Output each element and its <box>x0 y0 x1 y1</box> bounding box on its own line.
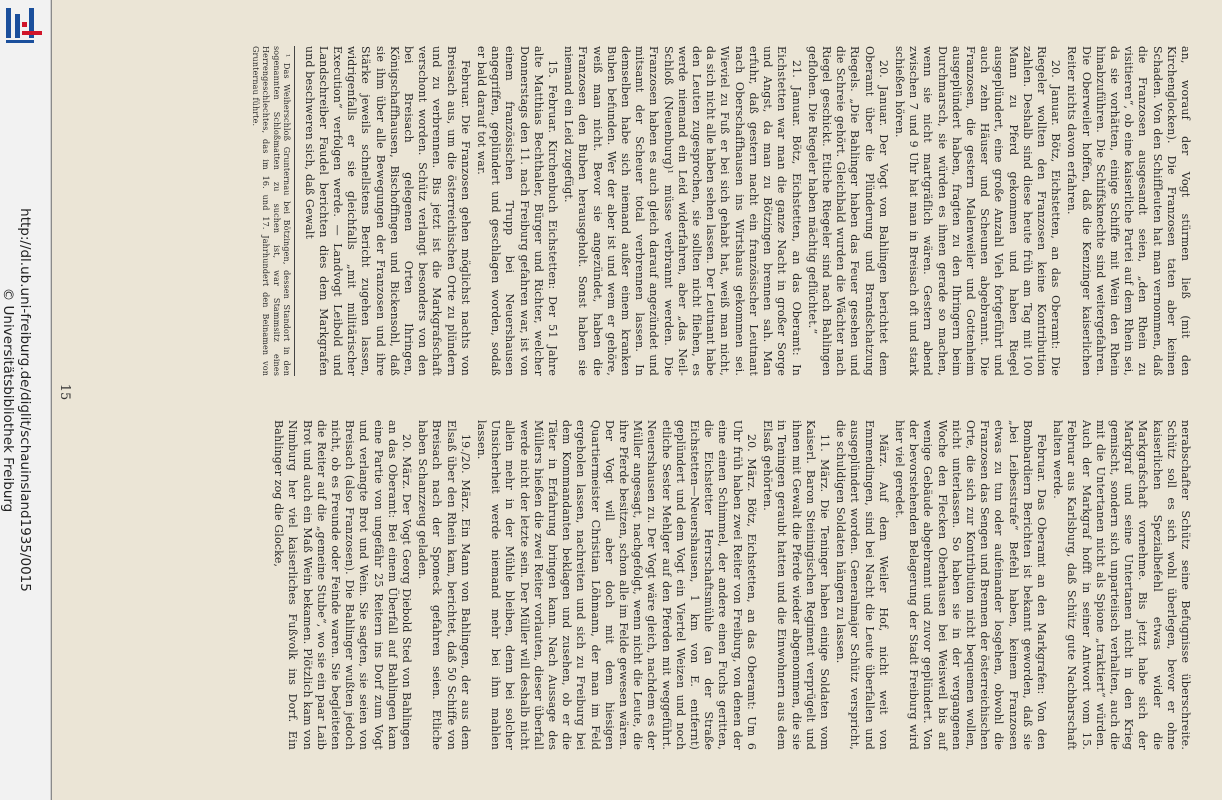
footnote: ¹ Das Weiherschloß Grunternau bei Bötzingen, dessen Standort in den sogenannten Schloßmatten zu suchen ist, war Stammsitz eines Herrengeschlechtes, das im 16. und 17. Jahrhundert den Beinamen von Grunternau führte. <box>249 46 295 376</box>
paragraph: 11. März. Die Teninger haben einige Soldaten vom Kaiserl. Baron Steiningischen Regiment verprügelt und ihnen mit Gewalt die Pferde wieder abgenommen, die sie in Teningen geraubt hatten und die Einwohnern aus dem Elsaß gehörten. <box>761 420 831 750</box>
paragraph: 20. Januar. Bötz, Eichstetten, an das Oberamt: Die Riegeler wollten den Franzosen keine Kontribution zahlen. Deshalb sind diese heute früh am Tag mit 100 Mann zu Pferd gekommen und haben Riegel ausgeplündert, eine große Anzahl Vieh fortgeführt und auch zehn Häuser und Scheunen abgebrannt. Die Franzosen, die gestern Malenweiler und Gottenheim ausgeplündert haben, fragten zu den Ihringern beim Durchmarsch, sie würden es ihnen gerade so machen, wenn sie nicht martgräflich wären. Gestern abend zwischen 7 und 9 Uhr hat man in Breisach oft und stark schießen hören. <box>892 46 1063 376</box>
scanned-page <box>52 0 1222 800</box>
paragraph: 15. Februar. Kirchenbuch Eichstetten: Der 51 Jahre alte Matthias Bechthaler, Bürger und Richter, welcher Donnerstags den 11. nach Freiburg gefahren war, ist von einem französischen Trupp bei Neuershausen angegriffen, geplündert und geschlagen worden, sodaß er bald darauf tot war. <box>475 46 560 376</box>
text-column-right <box>269 420 1192 750</box>
paragraph: 21. Januar. Bötz, Eichstetten, an das Oberamt: In Eichstetten war man die ganze Nacht in großer Sorge und Angst, da man zu Bötzingen brennen sah. Man erfuhr, daß gestern nacht ein französischer Leutnant nach Oberschaffhausen ins Wirtshaus gekommen sei. Wieviel zu Fuß er bei sich gehabt hat, weiß man nicht, da sich nicht alle haben sehen lassen. Der Leutnant habe den Leuten zugesprochen, sie sollten nicht fliehen, es werde niemand ein Leid widerfahren, aber „das Neil-Schloß (Neuenburg)¹ müsse verbrannt werden. Die Franzosen haben es auch gleich darauf angezündet und mitsamt der Scheuer total verbrennen lassen. In demselben habe sich niemand außer einem kranken Buben befunden. Wer der aber ist und wem er gehöre, weiß man nicht. Bevor sie angezündet, haben die Franzosen den Buben herausgeholt. Sonst haben sie niemand ein Leid zugefügt. <box>562 46 803 376</box>
viewer-sidebar <box>0 0 51 800</box>
source-url-link[interactable]: http://dl.ub.uni-freiburg.de/diglit/schauinsland1935/0015 <box>17 208 33 592</box>
rotated-page-content <box>52 0 1222 800</box>
paragraph: Februar. Das Oberamt an den Markgrafen: Von den Bombardiern Berichten ist bekannt geworden, daß sie „bei Leibesstrafe“ Befehl haben, keinem Franzosen etwas zu tun oder aufeinander losgehen, obwohl die Franzosen das Sengen und Brennen der österreichischen Orte, die sich zur Kontribution nicht bequemen wollen, nicht unterlassen. So haben sie in der vergangenen Woche den Flecken Oberhausen bei Weisweil bis auf wenige Gebäude abgebrannt und zuvor geplündert. Von der bevorstehenden Belagerung der Stadt Freiburg wird hier viel geredet. <box>892 420 1048 750</box>
page-number: 15 <box>57 383 72 401</box>
paragraph: an, worauf der Vogt stürmen ließ (mit den Kirchenglocken). Die Franzosen taten aber keinen Schaden. Von den Schiffleuten hat man vernommen, daß die Franzosen ausgesandt seien, „den Rhein zu visitieren“, ob eine kaiserliche Partei auf dem Rhein sei, da sie vorhätten, einige Schiffe mit Wein den Rhein hinabzuführen. Die Schiffsknechte sind weitergefahren. Die Oberweiler hoffen, daß die Kenzinger kaiserlichen Reiter nichts davon erfahren. <box>1065 46 1192 376</box>
paragraph: 19./20. März. Ein Mann von Bahlingen, der aus dem Elsaß über den Rhein kam, berichtet, daß 50 Schiffe von Breisach nach der Sponeck gefahren seien. Etliche haben Schanzzeug geladen. <box>416 420 472 750</box>
paragraph: 20. März. Der Vogt Georg Diebold Sted von Bahlingen an das Oberamt: Bei einem Überfall auf Bahlingen kam eine Partie von ungefähr 25 Reitern ins Dorf zum Vogt und verlangte Brot und Wein. Sie sagten, sie seien von Breisach (also Franzosen). Die Bahlinger wußten jedoch nicht, ob es Freunde oder Feinde waren. Sie begleiteten die Reiter auf die „gemeine Stube“, wo sie ein paar Laib Brot und auch ein Maß Wein bekamen. Plötzlich kam von Nimburg her viel kaiserliches Fußvolk ins Dorf. Ein Bahlinger zog die Glocke, <box>272 420 414 750</box>
university-logo-icon[interactable] <box>6 8 44 46</box>
text-column-left <box>249 46 1192 376</box>
paragraph: 20. Januar. Der Vogt von Bahlingen berichtet dem Oberamt über die Plünderung und Brandschatzung Riegels. „Die Bahlinger haben das Feuer gesehen und die Schreie gehört. Gleichbald wurden die Wächter nach Riegel geschickt. Etliche Riegeler sind nach Bahlingen geflohen. Die Riegeler haben mächtig geflüchtet.“ <box>805 46 890 376</box>
paragraph: 20. März. Bötz, Eichstetten, an das Oberamt: Um 6 Uhr früh haben zwei Reiter von Freiburg, von denen der eine einen Schimmel, der andere einen Fuchs geritten, die Eichstetter Herrschaftsmühle (an der Straße Eichstetten—Neuershausen, 1 km von E. entfernt) geplündert und dem Vogt ein Viertel Weizen und noch etliche Sester Mehlger auf den Pferden mit weggeführt. Neuershausen zu. Der Vogt wäre gleich, nachdem es der Müller angesagt, nachgefolgt, wenn nicht die Leute, die ihre Pferde besitzen, schon alle im Felde gewesen wären. Der Vogt will aber doch mit dem hiesigen Quartiermeister Christian Löhmann, der man im Feld ergeholen lassen, nachreiten und sich zu Freiburg bei dem Kommandanten beklagen und zusehen, ob er die Täter in Erfahrung bringen kann. Nach Aussage des Müllers hießen die zwei Reiter vorlauten, dieser überfall werde nicht der letzte sein. Der Müller will deshalb nicht allein mehr in der Mühle bleiben, denn bei solcher Unsicherheit werde niemand mehr bei ihm mahlen lassen. <box>475 420 758 750</box>
paragraph: März. Auf dem Weiler Hof, nicht weit von Emmendingen, sind bei Nacht die Leute überfallen und ausgeplündert worden. Generalmajor Schütz verspricht, die schuldigen Soldaten hängen zu lassen. <box>834 420 890 750</box>
copyright-notice: © Universitätsbibliothek Freiburg <box>0 287 16 513</box>
paragraph: nerabschafter Schütz seine Befugnisse überschreite. Schütz soll es sich wohl überlegen, bevor er ohne kaiserlichen Spezialbefehl etwas wider die Markgrafschaft vornehme. Bis jetzt habe sich der Markgraf und seine Untertanen nicht in den Krieg gemischt, sondern sich unparteiisch verhalten, auch die mit die Untertanen nicht als Spione „traktiert“ würden. Auch der Markgraf hofft in seiner Antwort vom 15. Februar aus Karlsburg, daß Schütz gute Nachbarschaft halten werde. <box>1051 420 1192 750</box>
paragraph: Februar. Die Franzosen gehen möglichst nachts von Breisach aus, um die österreichischen Orte zu plündern und zu verbrennen. Bis jetzt ist die Markgrafschaft verschont worden. Schütz verlangt besonders von den bei Breisach gelegenen Orten Ihringen, Königschaffhausen, Bischoffingen und Bickensohl, daß sie ihm über alle Bewegungen der Franzosen und ihre Stärke jeweils schnellstens Bericht zugehen lassen, widrigenfalls er sie gleichfalls „mit militärischer Execution“ verfolgen werde. — Landvogt Leibold und Landschreiber Faudel berichten dies dem Markgrafen und beschweren sich, daß Gewalt <box>302 46 472 376</box>
